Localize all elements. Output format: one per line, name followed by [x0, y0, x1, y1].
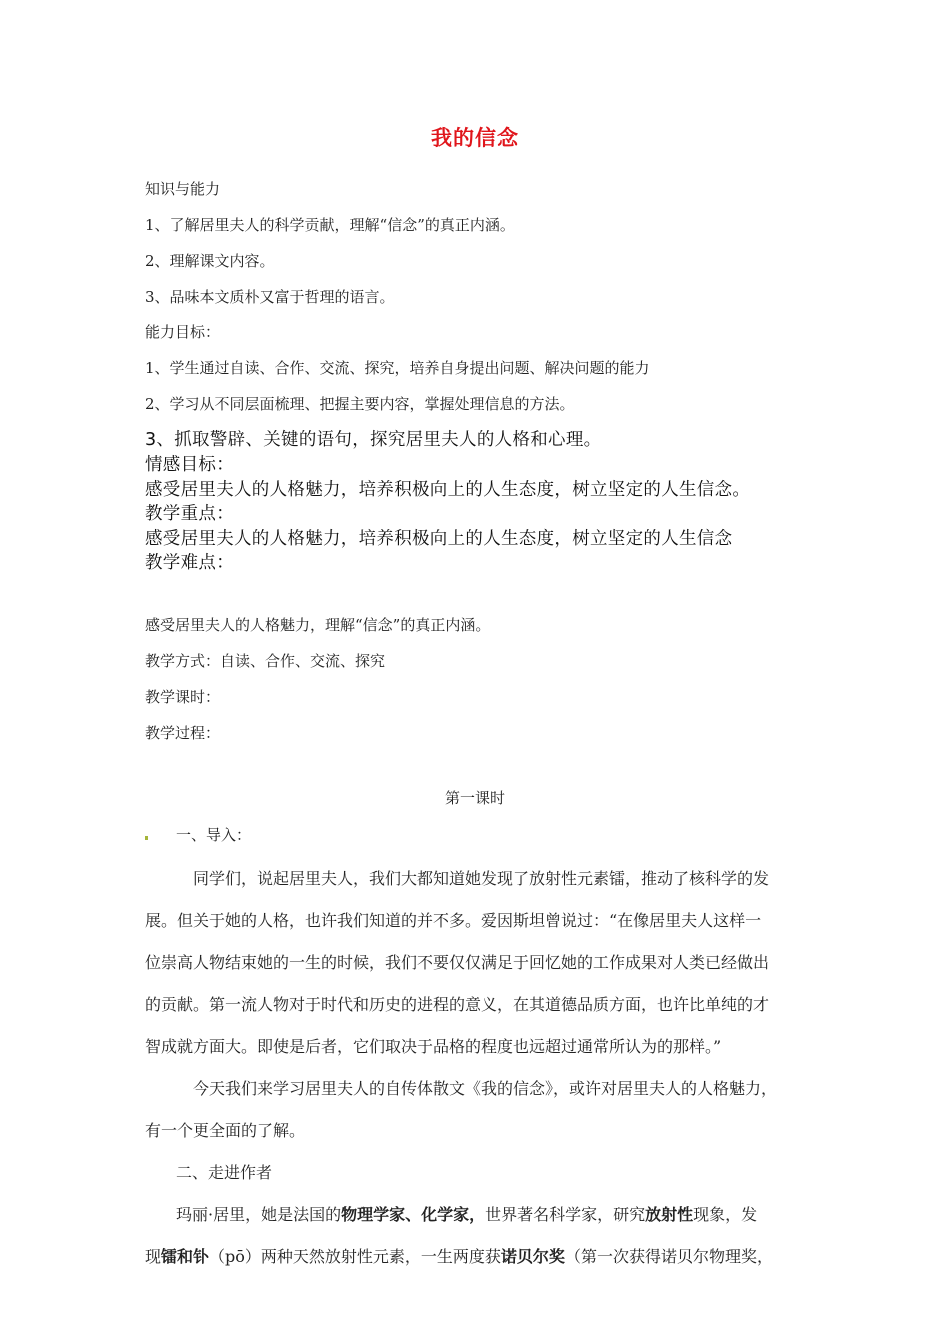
knowledge-item-1: 1、了解居里夫人的科学贡献，理解“信念”的真正内涵。	[145, 216, 515, 234]
part2-heading: 二、走进作者	[176, 1163, 273, 1182]
intro-line-5: 智成就方面大。即使是后者，它们取决于品格的程度也远超过通常所认为的那样。”	[145, 1037, 722, 1056]
knowledge-item-2: 2、理解课文内容。	[145, 252, 275, 270]
emotion-heading: 情感目标：	[145, 455, 234, 475]
ability-item-3: 3、抓取警辟、关键的语句，探究居里夫人的人格和心理。	[145, 430, 602, 450]
ability-item-1: 1、学生通过自读、合作、交流、探究，培养自身提出问题、解决问题的能力	[145, 359, 650, 377]
author-line-1-bold-b: 放射性	[645, 1205, 694, 1224]
author-line-1	[176, 1202, 757, 1225]
focus-heading: 教学重点：	[145, 504, 234, 524]
speck-mark	[145, 836, 148, 840]
knowledge-item-3: 3、品味本文质朴又富于哲理的语言。	[145, 288, 395, 306]
emotion-text: 感受居里夫人的人格魅力，培养积极向上的人生态度，树立坚定的人生信念。	[145, 480, 751, 500]
intro-line-3: 位崇高人物结束她的一生的时候，我们不要仅仅满足于回忆她的工作成果对人类已经做出	[145, 953, 770, 972]
focus-text: 感受居里夫人的人格魅力，培养积极向上的人生态度，树立坚定的人生信念	[145, 529, 733, 549]
lesson-title: 第一课时	[444, 789, 505, 807]
author-line-2	[145, 1244, 773, 1267]
intro2-line-1: 今天我们来学习居里夫人的自传体散文《我的信念》，或许对居里夫人的人格魅力，	[193, 1079, 778, 1098]
author-line-2-text-a: 现	[145, 1247, 162, 1266]
ability-heading: 能力目标：	[145, 323, 221, 341]
author-line-2-bold-b: 诺贝尔奖	[500, 1247, 565, 1266]
teaching-process: 教学过程：	[145, 724, 221, 742]
knowledge-heading: 知识与能力	[145, 180, 221, 198]
author-line-2-text-c: （第一次获得诺贝尔物理奖，	[564, 1247, 773, 1266]
teaching-hours: 教学课时：	[145, 688, 221, 706]
ability-item-2: 2、学习从不同层面梳理、把握主要内容，掌握处理信息的方法。	[145, 395, 575, 413]
author-line-2-bold-a: 镭和钋	[161, 1247, 210, 1266]
author-line-1-text-a: 玛丽·居里，她是法国的	[176, 1205, 342, 1224]
intro-line-4: 的贡献。第一流人物对于时代和历史的进程的意义，在其道德品质方面，也许比单纯的才	[145, 995, 770, 1014]
intro2-line-2: 有一个更全面的了解。	[145, 1121, 306, 1140]
author-line-1-bold-a: 物理学家、化学家，	[341, 1205, 486, 1224]
teaching-method: 教学方式：自读、合作、交流、探究	[145, 652, 386, 670]
part1-heading: 一、导入：	[176, 826, 252, 844]
author-line-1-text-c: 现象，发	[693, 1205, 758, 1224]
difficulty-text: 感受居里夫人的人格魅力，理解“信念”的真正内涵。	[145, 616, 491, 634]
intro-line-1: 同学们，说起居里夫人，我们大都知道她发现了放射性元素镭，推动了核科学的发	[193, 869, 770, 888]
author-line-2-text-b: （pō）两种天然放射性元素，一生两度获	[209, 1247, 501, 1266]
author-line-1-text-b: 世界著名科学家，研究	[485, 1205, 646, 1224]
page-title: 我的信念	[431, 125, 519, 150]
intro-line-2: 展。但关于她的人格，也许我们知道的并不多。爱因斯坦曾说过：“在像居里夫人这样一	[145, 911, 762, 930]
difficulty-heading: 教学难点：	[145, 553, 234, 573]
